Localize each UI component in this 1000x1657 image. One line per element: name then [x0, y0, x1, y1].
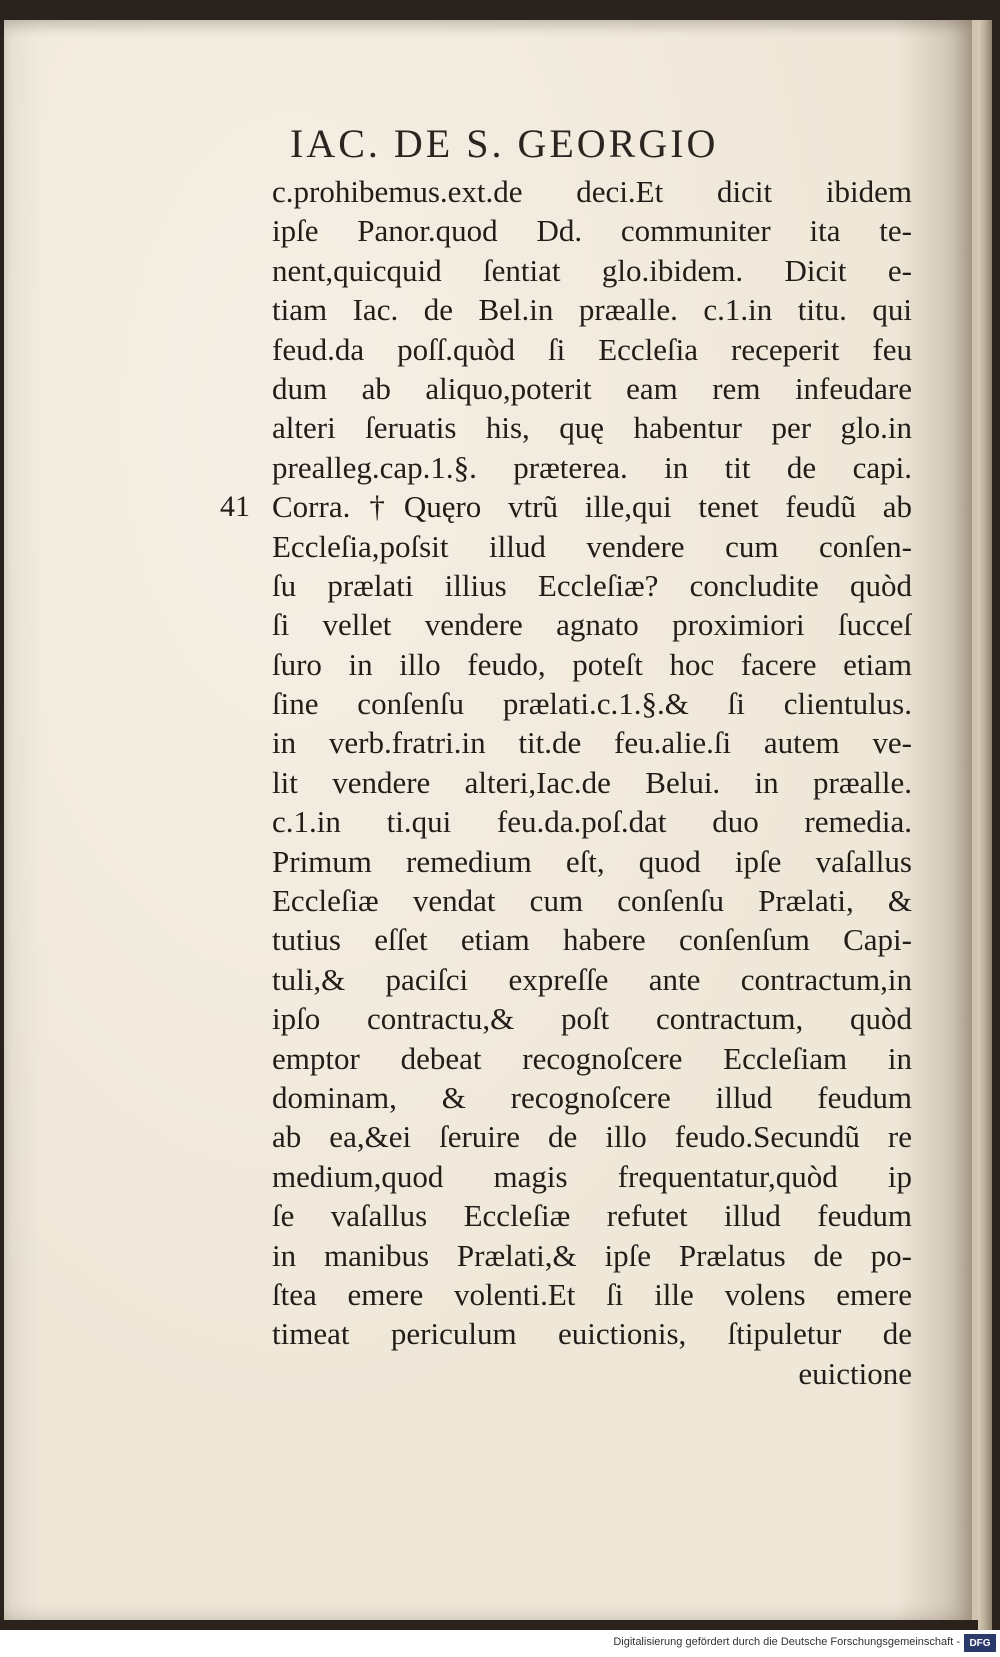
body-text: [272, 172, 912, 1393]
text-line: ſi vellet vendere agnato proximiori ſucceſ: [272, 607, 912, 643]
dfg-logo: DFG: [964, 1634, 996, 1652]
text-line: emptor debeat recognoſcere Eccleſiam in: [272, 1040, 912, 1076]
text-line: ſtea emere volenti.Et ſi ille volens emere: [272, 1276, 912, 1312]
text-line: nent,quicquid ſentiat glo.ibidem. Dicit e-: [272, 252, 912, 288]
text-line: feud.da poſſ.quòd ſi Eccleſia receperit feu: [272, 331, 912, 367]
text-line: medium,quod magis frequentatur,quòd ip: [272, 1158, 912, 1194]
text-line: Corra.†Quęro vtrũ ille,qui tenet feudũ ab: [272, 489, 912, 525]
text-line: ſe vaſallus Eccleſiæ refutet illud feudum: [272, 1198, 912, 1234]
text-line: dominam, & recognoſcere illud feudum: [272, 1079, 912, 1115]
text-line: ab ea,&ei ſeruire de illo feudo.Secundũ re: [272, 1119, 912, 1155]
footer-bar: [0, 1630, 1000, 1657]
text-line: euictione: [798, 1355, 912, 1391]
text-line: prealleg.cap.1.§. præterea. in tit de capi.: [272, 449, 912, 485]
text-line: tiam Iac. de Bel.in præalle. c.1.in titu. qui: [272, 292, 912, 328]
text-line: tuli,& paciſci expreſſe ante contractum,in: [272, 961, 912, 997]
text-line: ipſo contractu,& poſt contractum, quòd: [272, 1001, 912, 1037]
text-line: Eccleſia,poſsit illud vendere cum conſen-: [272, 528, 912, 564]
running-head: IAC. DE S. GEORGIO: [290, 121, 719, 166]
text-line: alteri ſeruatis his, quę habentur per glo.in: [272, 410, 912, 446]
text-line: dum ab aliquo,poterit eam rem infeudare: [272, 370, 912, 406]
text-line: in verb.fratri.in tit.de feu.alie.ſi autem ve-: [272, 725, 912, 761]
text-line: timeat periculum euictionis, ſtipuletur de: [272, 1316, 912, 1352]
text-line: ſine conſenſu prælati.c.1.§.& ſi clientulus.: [272, 686, 912, 722]
footer-credit: Digitalisierung gefördert durch die Deutsche Forschungsgemeinschaft -: [613, 1636, 960, 1648]
text-line: tutius eſſet etiam habere conſenſum Capi-: [272, 922, 912, 958]
text-line: ſuro in illo feudo, poteſt hoc facere etiam: [272, 646, 912, 682]
page-edge: [978, 20, 992, 1630]
text-line: Eccleſiæ vendat cum conſenſu Prælati, &: [272, 883, 912, 919]
text-line: in manibus Prælati,& ipſe Prælatus de po-: [272, 1237, 912, 1273]
margin-number: 41: [220, 490, 250, 523]
text-line: ſu prælati illius Eccleſiæ? concludite quòd: [272, 567, 912, 603]
text-line: Primum remedium eſt, quod ipſe vaſallus: [272, 843, 912, 879]
text-line: ipſe Panor.quod Dd. communiter ita te-: [272, 213, 912, 249]
text-line: c.1.in ti.qui feu.da.poſ.dat duo remedia.: [272, 804, 912, 840]
text-line: lit vendere alteri,Iac.de Belui. in præalle.: [272, 764, 912, 800]
text-line: c.prohibemus.ext.de deci.Et dicit ibidem: [272, 174, 912, 209]
